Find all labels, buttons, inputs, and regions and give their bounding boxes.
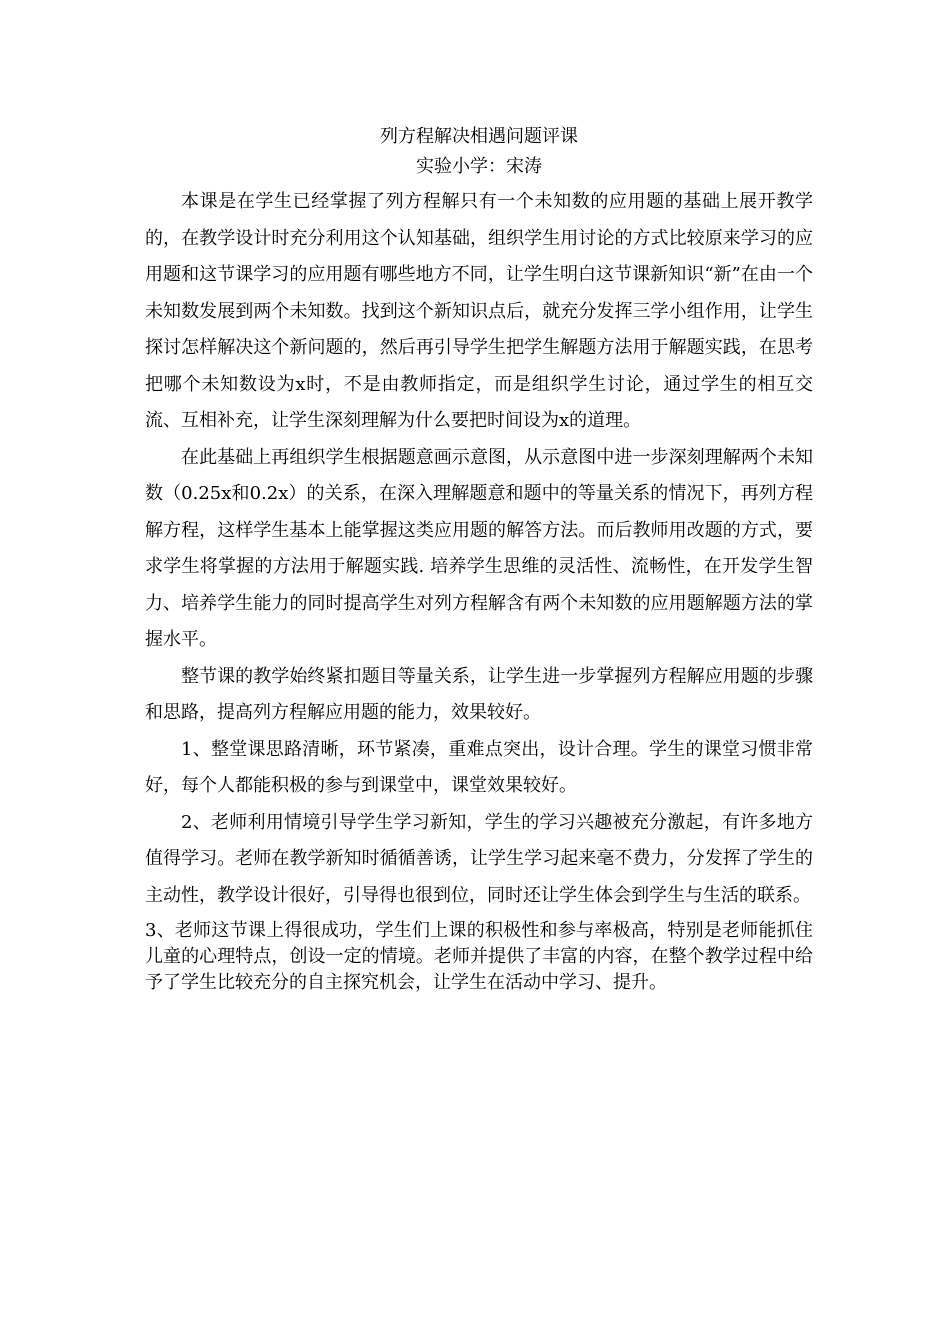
- document-title: 列方程解决相遇问题评课: [380, 126, 578, 147]
- paragraph-3: 整节课的教学始终紧扣题目等量关系，让学生进一步掌握列方程解应用题的步骤和思路，提高列方程解应用题的能力，效果较好。: [145, 665, 813, 723]
- document-page: [145, 122, 813, 996]
- paragraph-4: 1、整堂课思路清晰，环节紧凑，重难点突出，设计合理。学生的课堂习惯非常好，每个人都能积极的参与到课堂中，课堂效果较好。: [145, 738, 813, 796]
- paragraph-5: 2、老师利用情境引导学生学习新知，学生的学习兴趣被充分激起，有许多地方值得学习。老师在教学新知时循循善诱，让学生学习起来毫不费力，分发挥了学生的主动性，教学设计很好，引导得也很到位，同时还让学生体会到学生与生活的联系。: [145, 811, 813, 906]
- author-line: 实验小学：宋涛: [416, 156, 542, 177]
- paragraph-1: 本课是在学生已经掌握了列方程解只有一个未知数的应用题的基础上展开教学的，在教学设计时充分利用这个认知基础，组织学生用讨论的方式比较原来学习的应用题和这节课学习的应用题有哪些地方不同，让学生明白这节课新知识“新”在由一个未知数发展到两个未知数。找到这个新知识点后，就充分发挥三学小组作用，让学生探讨怎样解决这个新问题的，然后再引导学生把学生解题方法用于解题实践，在思考把哪个未知数设为x时，不是由教师指定，而是组织学生讨论，通过学生的相互交流、互相补充，让学生深刻理解为什么要把时间设为x的道理。: [145, 191, 813, 431]
- paragraph-2: 在此基础上再组织学生根据题意画示意图，从示意图中进一步深刻理解两个未知数（0.25x和0.2x）的关系，在深入理解题意和题中的等量关系的情况下，再列方程解方程，这样学生基本上能掌握这类应用题的解答方法。而后教师用改题的方式，要求学生将掌握的方法用于解题实践. 培养学生思维的灵活性、流畅性，在开发学生智力、培养学生能力的同时提高学生对列方程解含有两个未知数的应用题解题方法的掌握水平。: [145, 446, 813, 650]
- paragraph-6: 3、老师这节课上得很成功，学生们上课的积极性和参与率极高，特别是老师能抓住儿童的心理特点，创设一定的情境。老师并提供了丰富的内容，在整个教学过程中给予了学生比较充分的自主探究机会，让学生在活动中学习、提升。: [145, 920, 813, 993]
